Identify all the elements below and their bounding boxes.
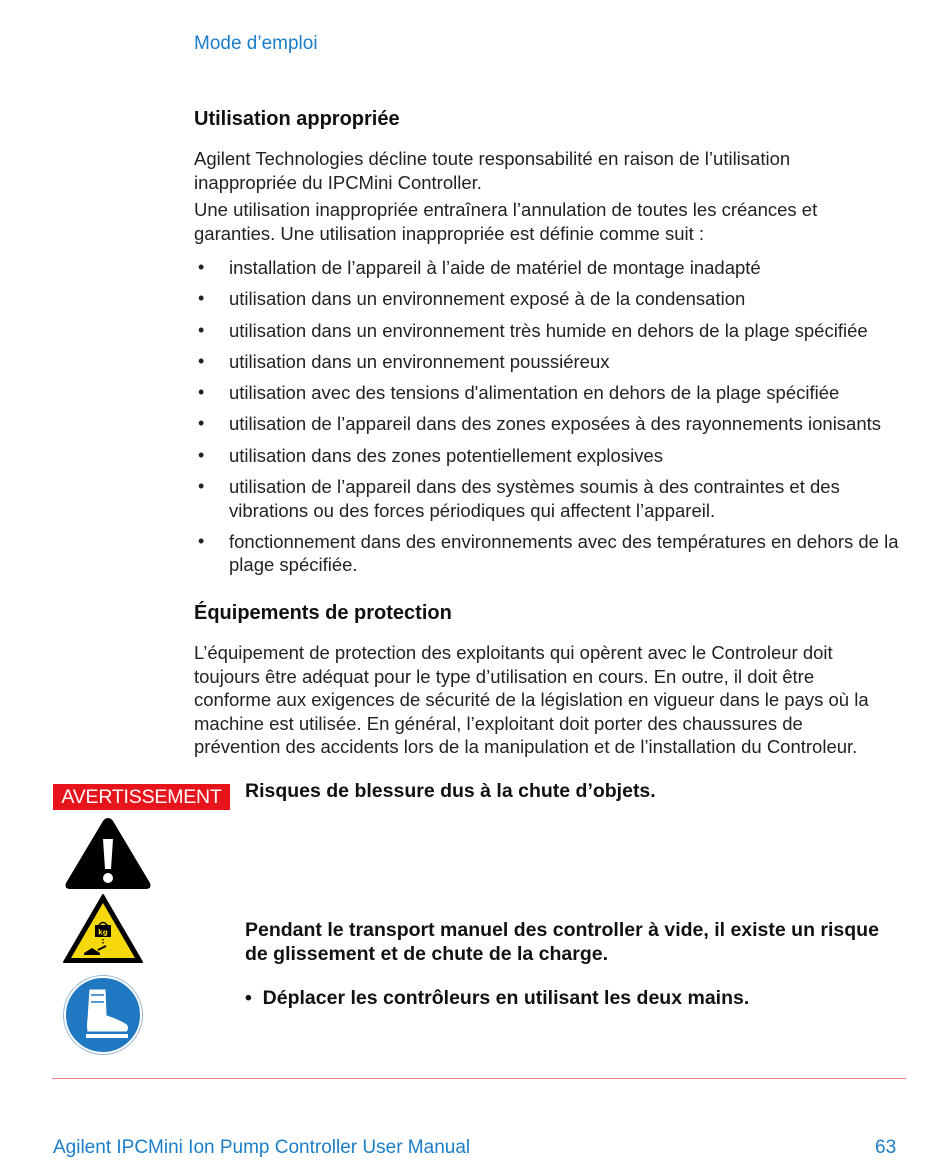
bullet-glyph: • xyxy=(198,476,205,497)
bullet-glyph: • xyxy=(198,257,205,277)
section-title-proper-use: Utilisation appropriée xyxy=(194,108,400,130)
bullet-glyph: • xyxy=(198,319,205,340)
paragraph-protective-equipment: L’équipement de protection des exploitants qui opèrent avec le Controleur doit toujours être adéquat pour le type d’utilisation en cours. En outre, il doit être conforme aux exigences de sécurité de la législation en vigueur dans le pays où la machine est utilisée. En général, l’exploitant doit porter des chaussures de prévention des accidents lors de la manipulation et de l’installation du Controleur. xyxy=(194,642,869,757)
warning-action-item xyxy=(245,987,749,1010)
page-number: 63 xyxy=(875,1137,897,1158)
bullet-glyph: • xyxy=(198,350,205,371)
list-item xyxy=(194,287,910,311)
list-item xyxy=(194,530,910,577)
list-item-text: utilisation de l’appareil dans des systèmes soumis à des contraintes et des vibrations ou des forces périodiques qui affectent l’appareil. xyxy=(229,476,840,521)
bullet-glyph: • xyxy=(198,382,205,403)
paragraph-improper-use: Une utilisation inappropriée entraînera l’annulation de toutes les créances et garanties. Une utilisation inappropriée est définie comme suit : xyxy=(194,199,818,244)
bullet-glyph: • xyxy=(198,530,205,551)
weight-label: kg xyxy=(98,928,108,937)
list-item-text: fonctionnement dans des environnements avec des températures en dehors de la plage spécifiée. xyxy=(229,530,899,576)
list-item-text: utilisation dans un environnement exposé à de la condensation xyxy=(229,288,746,310)
falling-load-warning-icon xyxy=(62,893,144,965)
bullet-glyph: • xyxy=(245,987,252,1009)
list-item-text: utilisation avec des tensions d'alimentation en dehors de la plage spécifiée xyxy=(229,382,840,404)
warning-title: Risques de blessure dus à la chute d’objets. xyxy=(245,780,656,802)
list-item-text: utilisation de l’appareil dans des zones exposées à des rayonnements ionisants xyxy=(229,413,882,435)
running-header: Mode d’emploi xyxy=(194,33,318,54)
list-item-text: utilisation dans un environnement très humide en dehors de la plage spécifiée xyxy=(229,319,868,341)
list-item xyxy=(194,256,910,280)
list-item xyxy=(194,319,910,343)
safety-boots-icon xyxy=(63,975,143,1055)
list-item-text: utilisation dans des zones potentiellement explosives xyxy=(229,444,663,466)
list-item xyxy=(194,381,910,405)
bullet-glyph: • xyxy=(198,288,205,309)
list-item-text: installation de l’appareil à l’aide de matériel de montage inadapté xyxy=(229,257,761,278)
list-item xyxy=(194,444,910,468)
footer-manual-title: Agilent IPCMini Ion Pump Controller User Manual xyxy=(53,1137,471,1158)
bullet-glyph: • xyxy=(198,413,205,434)
improper-use-list xyxy=(194,256,910,585)
warning-action-text: Déplacer les contrôleurs en utilisant les deux mains. xyxy=(262,987,750,1009)
bullet-glyph: • xyxy=(198,444,205,465)
section-title-protective-equipment: Équipements de protection xyxy=(194,602,452,624)
warning-badge: AVERTISSEMENT xyxy=(53,784,230,810)
paragraph-liability: Agilent Technologies décline toute responsabilité en raison de l’utilisation inappropriée du IPCMini Controller. xyxy=(194,148,791,193)
warning-description: Pendant le transport manuel des controller à vide, il existe un risque de glissement et de chute de la charge. xyxy=(245,919,879,965)
list-item xyxy=(194,412,910,436)
list-item-text: utilisation dans un environnement poussiéreux xyxy=(229,350,610,372)
general-warning-icon xyxy=(62,815,154,892)
list-item xyxy=(194,475,910,522)
footer-divider xyxy=(52,1078,906,1079)
list-item xyxy=(194,350,910,374)
